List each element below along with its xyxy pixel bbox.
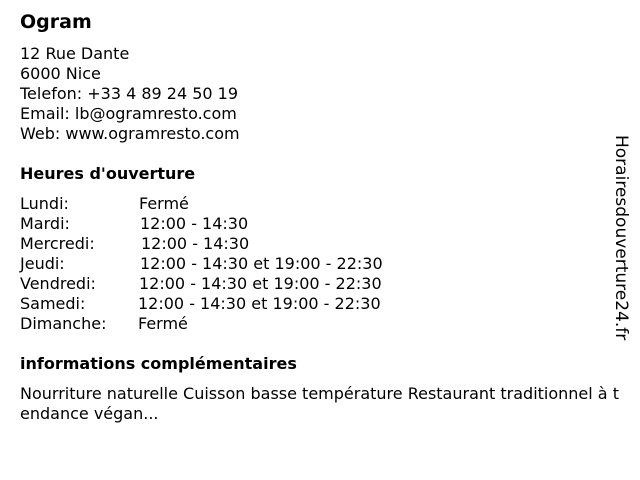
hours-time: 12:00 - 14:30	[141, 234, 250, 253]
opening-hours-heading: Heures d'ouverture	[20, 164, 196, 183]
restaurant-description: Nourriture naturelle Cuisson basse température Restaurant traditionnel à tendance végan...	[20, 384, 619, 423]
hours-day: Vendredi:	[20, 274, 96, 293]
hours-time: Fermé	[138, 314, 188, 333]
hours-day: Dimanche:	[20, 314, 107, 333]
watermark-text: Horairesdouverture24.fr	[611, 135, 631, 341]
contact-details	[20, 44, 240, 144]
street-address: 12 Rue Dante	[20, 44, 130, 63]
restaurant-name: Ogram	[20, 11, 92, 33]
hours-time: 12:00 - 14:30 et 19:00 - 22:30	[140, 254, 383, 273]
phone-line: Telefon: +33 4 89 24 50 19	[20, 84, 239, 103]
website-line: Web: www.ogramresto.com	[20, 124, 240, 143]
site-watermark	[611, 135, 631, 345]
hours-day: Jeudi:	[20, 254, 65, 273]
hours-time: 12:00 - 14:30	[140, 214, 249, 233]
additional-info-heading: informations complémentaires	[20, 354, 297, 373]
email-line: Email: lb@ogramresto.com	[20, 104, 237, 123]
hours-day: Mardi:	[20, 214, 70, 233]
postal-city: 6000 Nice	[20, 64, 101, 83]
hours-time: Fermé	[139, 194, 189, 213]
hours-day: Lundi:	[20, 194, 69, 213]
hours-time: 12:00 - 14:30 et 19:00 - 22:30	[138, 294, 381, 313]
hours-day: Mercredi:	[20, 234, 95, 253]
hours-day: Samedi:	[20, 294, 86, 313]
hours-time: 12:00 - 14:30 et 19:00 - 22:30	[139, 274, 382, 293]
